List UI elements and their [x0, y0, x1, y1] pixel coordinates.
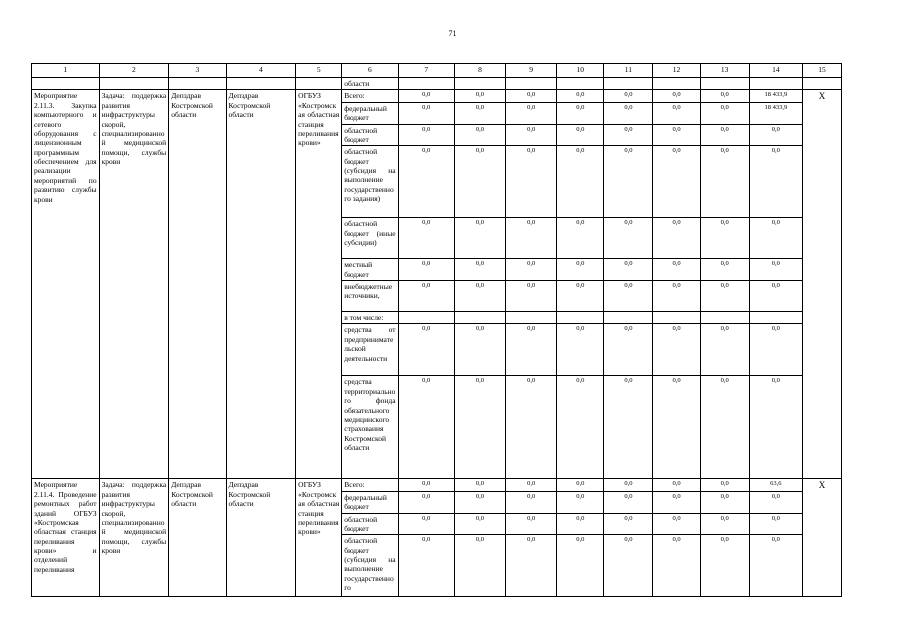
value-cell: 0,0 — [700, 324, 749, 376]
value-cell: 18 433,9 — [749, 102, 802, 124]
source-cell: средства территориального фонда обязательного медицинского страхования Костромской области — [342, 376, 398, 479]
source-cell: федеральный бюджет — [342, 491, 398, 513]
value-cell — [454, 312, 505, 324]
value-cell: 0,0 — [653, 102, 700, 124]
source-cell: областной бюджет — [342, 124, 398, 146]
value-cell: 0,0 — [604, 376, 653, 479]
value-cell: 0,0 — [398, 513, 454, 535]
value-cell: 0,0 — [653, 513, 700, 535]
value-cell: 0,0 — [506, 324, 557, 376]
value-cell: 0,0 — [653, 218, 700, 259]
value-cell: 0,0 — [653, 124, 700, 146]
value-cell: 0,0 — [749, 218, 802, 259]
continuation-row — [32, 78, 842, 90]
task-cell: Задача: поддержка развития инфраструктуры скорой, специализированной медицинской помощи, службы крови — [99, 479, 169, 597]
value-cell: 0,0 — [749, 491, 802, 513]
value-cell: 0,0 — [557, 259, 604, 281]
value-cell: 0,0 — [454, 218, 505, 259]
value-cell: 0,0 — [398, 324, 454, 376]
value-cell: 0,0 — [604, 324, 653, 376]
value-cell — [604, 312, 653, 324]
value-cell: 0,0 — [653, 491, 700, 513]
source-cell: средства от предпринимательской деятельности — [342, 324, 398, 376]
value-cell: 0,0 — [454, 259, 505, 281]
value-cell: 0,0 — [749, 376, 802, 479]
value-cell: 0,0 — [454, 535, 505, 597]
col-header-15: 15 — [802, 64, 841, 78]
event-cell: Мероприятие 2.11.3. Закупка компьютерного и сетевого оборудования с лицензионным программным обеспечением для реализации мероприятий по развитию службы крови — [32, 90, 100, 479]
value-cell: 0,0 — [506, 281, 557, 312]
source-cell: областной бюджет — [342, 513, 398, 535]
value-cell: 0,0 — [700, 218, 749, 259]
value-cell: 0,0 — [653, 535, 700, 597]
value-cell: 0,0 — [604, 513, 653, 535]
value-cell: 0,0 — [454, 491, 505, 513]
value-cell: 0,0 — [557, 102, 604, 124]
col-header-7: 7 — [398, 64, 454, 78]
value-cell: 0,0 — [398, 90, 454, 102]
coexecutor-cell: Депздрав Костромской области — [226, 479, 296, 597]
value-cell: 0,0 — [604, 124, 653, 146]
col-header-11: 11 — [604, 64, 653, 78]
value-cell: 0,0 — [653, 376, 700, 479]
value-cell: 0,0 — [506, 218, 557, 259]
value-cell: 0,0 — [454, 479, 505, 491]
value-cell: 0,0 — [604, 281, 653, 312]
value-cell: 0,0 — [506, 124, 557, 146]
value-cell: 0,0 — [454, 281, 505, 312]
mark-cell: X — [802, 479, 841, 597]
value-cell: 0,0 — [398, 259, 454, 281]
value-cell: 0,0 — [454, 102, 505, 124]
col-header-13: 13 — [700, 64, 749, 78]
col-header-8: 8 — [454, 64, 505, 78]
value-cell: 0,0 — [557, 281, 604, 312]
value-cell: 0,0 — [506, 535, 557, 597]
value-cell: 0,0 — [557, 376, 604, 479]
executor-cell: Депздрав Костромской области — [169, 90, 226, 479]
source-cell: федеральный бюджет — [342, 102, 398, 124]
value-cell: 0,0 — [506, 491, 557, 513]
value-cell: 0,0 — [700, 124, 749, 146]
value-cell: 0,0 — [700, 281, 749, 312]
value-cell — [700, 312, 749, 324]
value-cell: 18 433,9 — [749, 90, 802, 102]
value-cell: 0,0 — [604, 491, 653, 513]
value-cell: 0,0 — [506, 513, 557, 535]
value-cell: 0,0 — [604, 479, 653, 491]
recipient-cell: ОГБУЗ «Костромская областная станция переливания крови» — [296, 479, 342, 597]
source-cell: в том числе: — [342, 312, 398, 324]
value-cell: 0,0 — [749, 513, 802, 535]
value-cell: 0,0 — [700, 535, 749, 597]
value-cell: 0,0 — [604, 146, 653, 218]
value-cell: 0,0 — [398, 535, 454, 597]
value-cell: 63,6 — [749, 479, 802, 491]
value-cell: 0,0 — [398, 218, 454, 259]
value-cell: 0,0 — [398, 479, 454, 491]
value-cell: 0,0 — [557, 90, 604, 102]
value-cell: 0,0 — [700, 102, 749, 124]
value-cell: 0,0 — [454, 90, 505, 102]
header-row — [32, 64, 842, 78]
value-cell: 0,0 — [506, 146, 557, 218]
source-cell: областной бюджет (субсидия на выполнение государственного задания) — [342, 146, 398, 218]
col-header-2: 2 — [99, 64, 169, 78]
value-cell: 0,0 — [398, 146, 454, 218]
value-cell: 0,0 — [749, 146, 802, 218]
value-cell — [398, 312, 454, 324]
value-cell: 0,0 — [653, 479, 700, 491]
value-cell: 0,0 — [454, 324, 505, 376]
source-cell: областной бюджет (иные субсидии) — [342, 218, 398, 259]
col-header-3: 3 — [169, 64, 226, 78]
value-cell: 0,0 — [749, 535, 802, 597]
table-row — [32, 90, 842, 102]
value-cell: 0,0 — [557, 479, 604, 491]
value-cell: 0,0 — [604, 218, 653, 259]
recipient-cell: ОГБУЗ «Костромская областная станция переливания крови» — [296, 90, 342, 479]
value-cell: 0,0 — [604, 102, 653, 124]
source-cell: местный бюджет — [342, 259, 398, 281]
value-cell: 0,0 — [700, 479, 749, 491]
value-cell: 0,0 — [557, 535, 604, 597]
source-cell: внебюджетные источники, — [342, 281, 398, 312]
value-cell: 0,0 — [557, 218, 604, 259]
value-cell: 0,0 — [700, 513, 749, 535]
value-cell: 0,0 — [749, 324, 802, 376]
value-cell: 0,0 — [506, 90, 557, 102]
col-header-1: 1 — [32, 64, 100, 78]
col-header-5: 5 — [296, 64, 342, 78]
value-cell: 0,0 — [454, 146, 505, 218]
value-cell: 0,0 — [557, 324, 604, 376]
value-cell: 0,0 — [700, 259, 749, 281]
source-cell: области — [342, 78, 398, 90]
value-cell: 0,0 — [557, 146, 604, 218]
value-cell: 0,0 — [398, 491, 454, 513]
executor-cell: Депздрав Костромской области — [169, 479, 226, 597]
table-row — [32, 479, 842, 491]
col-header-4: 4 — [226, 64, 296, 78]
value-cell — [557, 312, 604, 324]
value-cell: 0,0 — [604, 259, 653, 281]
value-cell: 0,0 — [506, 376, 557, 479]
col-header-10: 10 — [557, 64, 604, 78]
value-cell: 0,0 — [749, 259, 802, 281]
value-cell: 0,0 — [454, 513, 505, 535]
task-cell: Задача: поддержка развития инфраструктуры скорой, специализированной медицинской помощи, службы крови — [99, 90, 169, 479]
source-cell: областной бюджет (субсидия на выполнение государственного — [342, 535, 398, 597]
value-cell: 0,0 — [700, 376, 749, 479]
value-cell: 0,0 — [506, 259, 557, 281]
col-header-14: 14 — [749, 64, 802, 78]
value-cell: 0,0 — [398, 281, 454, 312]
value-cell: 0,0 — [398, 124, 454, 146]
source-cell: Всего: — [342, 479, 398, 491]
value-cell — [653, 312, 700, 324]
value-cell: 0,0 — [749, 124, 802, 146]
coexecutor-cell: Депздрав Костромской области — [226, 90, 296, 479]
col-header-12: 12 — [653, 64, 700, 78]
value-cell: 0,0 — [700, 491, 749, 513]
page-number: 71 — [448, 29, 457, 38]
value-cell — [506, 312, 557, 324]
value-cell: 0,0 — [604, 90, 653, 102]
value-cell: 0,0 — [557, 491, 604, 513]
value-cell: 0,0 — [557, 124, 604, 146]
value-cell: 0,0 — [604, 535, 653, 597]
value-cell: 0,0 — [749, 281, 802, 312]
value-cell: 0,0 — [700, 90, 749, 102]
col-header-9: 9 — [506, 64, 557, 78]
event-cell: Мероприятие 2.11.4. Проведение ремонтных работ зданий ОГБУЗ «Костромская областная станция переливания крови» и отделений переливания — [32, 479, 100, 597]
value-cell: 0,0 — [398, 102, 454, 124]
value-cell: 0,0 — [700, 146, 749, 218]
value-cell: 0,0 — [454, 376, 505, 479]
value-cell: 0,0 — [506, 479, 557, 491]
value-cell: 0,0 — [454, 124, 505, 146]
value-cell: 0,0 — [653, 259, 700, 281]
source-cell: Всего: — [342, 90, 398, 102]
value-cell — [749, 312, 802, 324]
budget-table — [31, 63, 842, 597]
value-cell: 0,0 — [557, 513, 604, 535]
col-header-6: 6 — [342, 64, 398, 78]
mark-cell: X — [802, 90, 841, 479]
value-cell: 0,0 — [653, 146, 700, 218]
value-cell: 0,0 — [506, 102, 557, 124]
value-cell: 0,0 — [653, 281, 700, 312]
value-cell: 0,0 — [653, 90, 700, 102]
value-cell: 0,0 — [398, 376, 454, 479]
value-cell: 0,0 — [653, 324, 700, 376]
